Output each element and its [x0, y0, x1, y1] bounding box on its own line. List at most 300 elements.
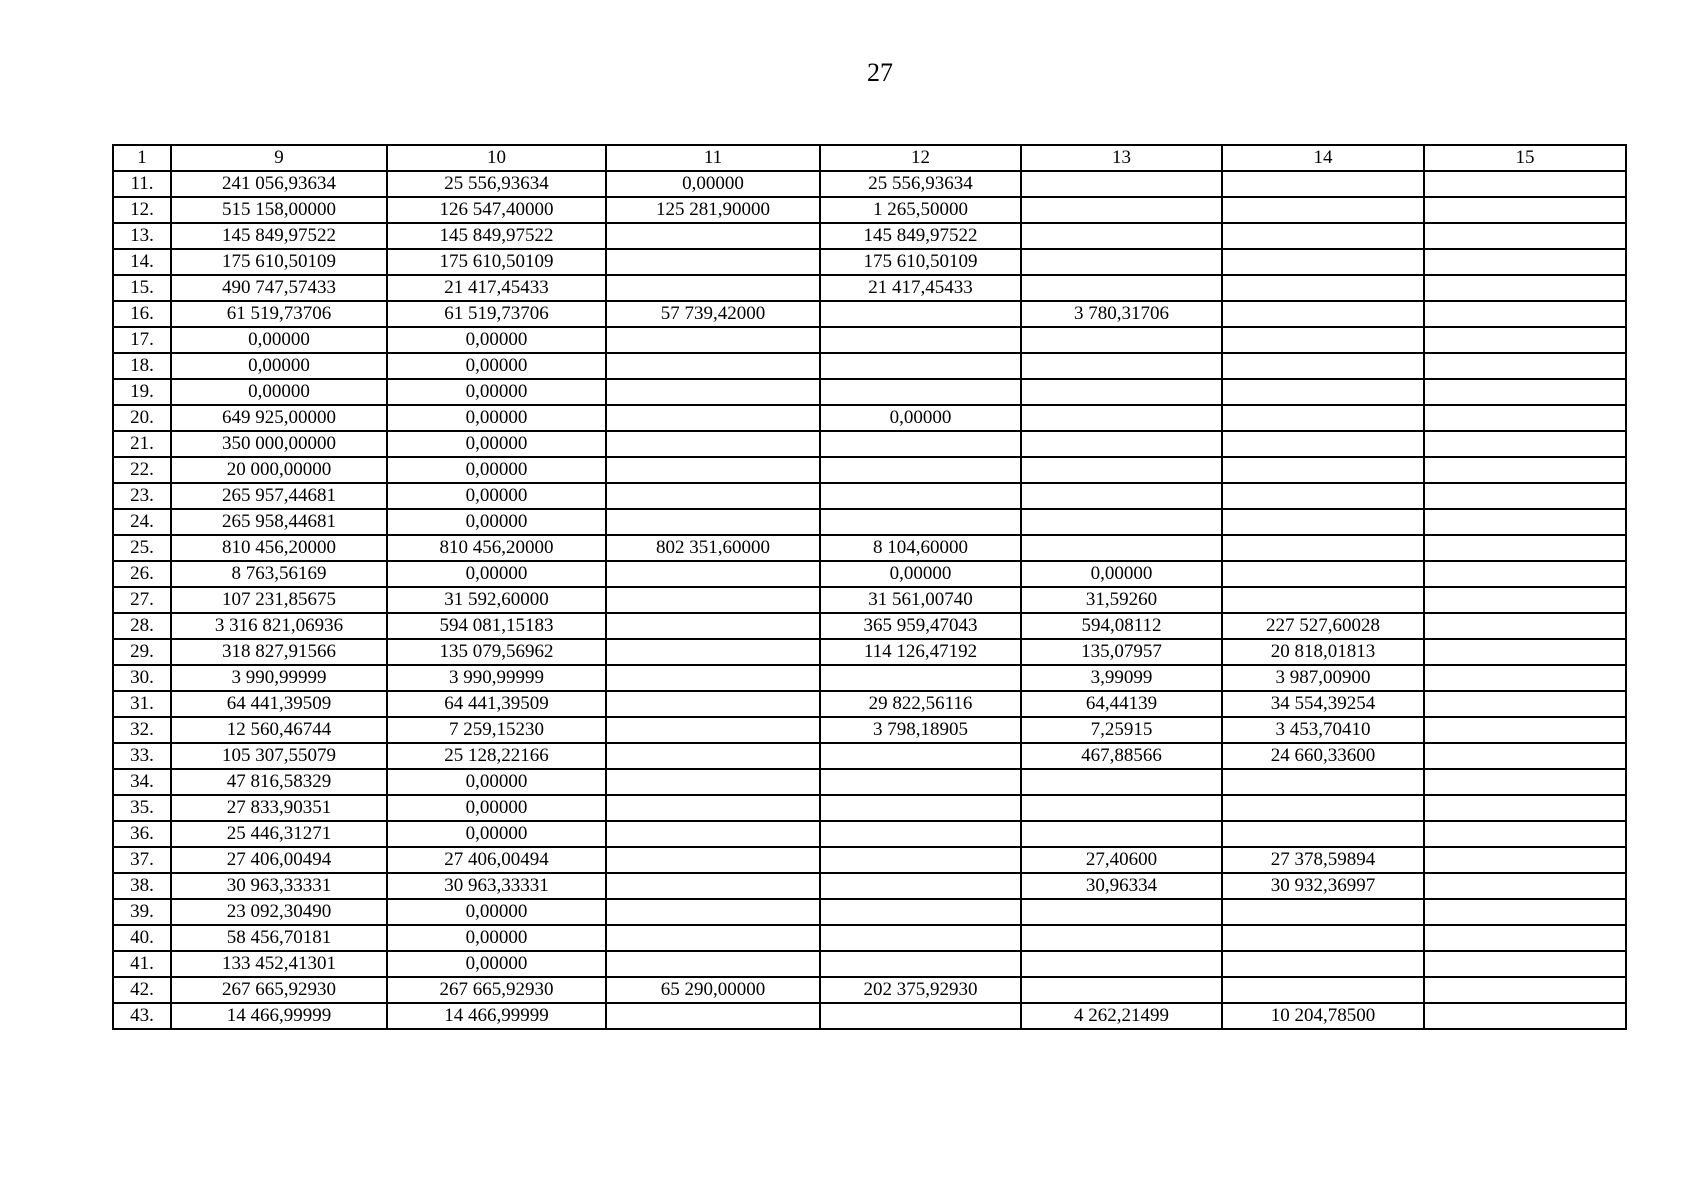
- table-cell: [1424, 327, 1626, 353]
- table-cell: 10 204,78500: [1222, 1003, 1424, 1029]
- column-header: 14: [1222, 145, 1424, 171]
- table-cell: 0,00000: [387, 795, 606, 821]
- table-cell: 58 456,70181: [171, 925, 387, 951]
- row-number-cell: 17.: [113, 327, 171, 353]
- table-cell: [1222, 925, 1424, 951]
- table-cell: [1222, 899, 1424, 925]
- table-cell: 175 610,50109: [171, 249, 387, 275]
- table-cell: 7,25915: [1021, 717, 1222, 743]
- table-cell: [1424, 275, 1626, 301]
- table-cell: 25 128,22166: [387, 743, 606, 769]
- page-number: 27: [867, 58, 893, 87]
- table-cell: [1222, 457, 1424, 483]
- table-cell: 14 466,99999: [171, 1003, 387, 1029]
- table-cell: 0,00000: [606, 171, 820, 197]
- table-cell: [820, 821, 1021, 847]
- column-header: 15: [1424, 145, 1626, 171]
- table-row: [113, 1003, 1626, 1029]
- row-number-cell: 32.: [113, 717, 171, 743]
- table-cell: 202 375,92930: [820, 977, 1021, 1003]
- table-cell: [820, 873, 1021, 899]
- table-cell: [820, 769, 1021, 795]
- table-cell: [606, 613, 820, 639]
- table-cell: [1424, 1003, 1626, 1029]
- table-cell: [1424, 379, 1626, 405]
- table-cell: 0,00000: [171, 353, 387, 379]
- table-cell: [1222, 353, 1424, 379]
- table-cell: [1222, 171, 1424, 197]
- table-cell: [820, 951, 1021, 977]
- table-cell: [1424, 171, 1626, 197]
- table-cell: [820, 665, 1021, 691]
- table-cell: 20 818,01813: [1222, 639, 1424, 665]
- table-row: [113, 457, 1626, 483]
- table-row: [113, 535, 1626, 561]
- table-cell: [1021, 171, 1222, 197]
- table-cell: [1222, 431, 1424, 457]
- table-cell: 365 959,47043: [820, 613, 1021, 639]
- table-cell: [820, 795, 1021, 821]
- table-cell: 3 990,99999: [387, 665, 606, 691]
- table-cell: 0,00000: [387, 925, 606, 951]
- table-cell: [606, 457, 820, 483]
- table-cell: 0,00000: [1021, 561, 1222, 587]
- table-cell: 594,08112: [1021, 613, 1222, 639]
- table-cell: [1222, 223, 1424, 249]
- table-cell: 267 665,92930: [171, 977, 387, 1003]
- data-table: [112, 144, 1627, 1030]
- table-cell: 810 456,20000: [387, 535, 606, 561]
- table-cell: 241 056,93634: [171, 171, 387, 197]
- table-cell: [1021, 951, 1222, 977]
- table-cell: [606, 275, 820, 301]
- table-row: [113, 977, 1626, 1003]
- table-cell: 0,00000: [387, 899, 606, 925]
- table-cell: [1021, 821, 1222, 847]
- column-header: 1: [113, 145, 171, 171]
- row-number-cell: 39.: [113, 899, 171, 925]
- table-cell: [1424, 483, 1626, 509]
- column-header: 9: [171, 145, 387, 171]
- table-row: [113, 743, 1626, 769]
- table-cell: 30,96334: [1021, 873, 1222, 899]
- table-cell: [1021, 795, 1222, 821]
- table-cell: [1021, 249, 1222, 275]
- table-cell: [1222, 509, 1424, 535]
- row-number-cell: 30.: [113, 665, 171, 691]
- table-cell: [1222, 535, 1424, 561]
- table-cell: 0,00000: [171, 379, 387, 405]
- table-cell: 0,00000: [387, 379, 606, 405]
- table-cell: [606, 431, 820, 457]
- table-cell: [1424, 951, 1626, 977]
- table-cell: [606, 795, 820, 821]
- table-cell: [1021, 431, 1222, 457]
- table-cell: [606, 483, 820, 509]
- table-cell: 61 519,73706: [171, 301, 387, 327]
- table-cell: [1021, 379, 1222, 405]
- table-cell: 0,00000: [387, 431, 606, 457]
- table-cell: [606, 665, 820, 691]
- table-cell: [1222, 379, 1424, 405]
- table-cell: 31 592,60000: [387, 587, 606, 613]
- table-cell: [1424, 847, 1626, 873]
- table-cell: [1222, 795, 1424, 821]
- table-cell: [1424, 977, 1626, 1003]
- table-cell: 265 957,44681: [171, 483, 387, 509]
- table-cell: 594 081,15183: [387, 613, 606, 639]
- table-cell: [1222, 561, 1424, 587]
- table-cell: [1021, 535, 1222, 561]
- table-row: [113, 197, 1626, 223]
- table-cell: 267 665,92930: [387, 977, 606, 1003]
- table-cell: 135 079,56962: [387, 639, 606, 665]
- table-cell: [606, 223, 820, 249]
- table-cell: 21 417,45433: [820, 275, 1021, 301]
- table-cell: [606, 847, 820, 873]
- table-cell: [1424, 405, 1626, 431]
- row-number-cell: 28.: [113, 613, 171, 639]
- row-number-cell: 35.: [113, 795, 171, 821]
- table-cell: [820, 457, 1021, 483]
- table-cell: [1424, 717, 1626, 743]
- table-cell: [1424, 353, 1626, 379]
- table-cell: 57 739,42000: [606, 301, 820, 327]
- table-row: [113, 691, 1626, 717]
- table-cell: [1424, 509, 1626, 535]
- table-row: [113, 795, 1626, 821]
- table-cell: [1424, 743, 1626, 769]
- table-cell: 3 316 821,06936: [171, 613, 387, 639]
- table-cell: 30 963,33331: [387, 873, 606, 899]
- table-cell: [1222, 301, 1424, 327]
- table-cell: 126 547,40000: [387, 197, 606, 223]
- table-cell: 318 827,91566: [171, 639, 387, 665]
- row-number-cell: 33.: [113, 743, 171, 769]
- table-row: [113, 301, 1626, 327]
- table-cell: 0,00000: [387, 483, 606, 509]
- row-number-cell: 13.: [113, 223, 171, 249]
- table-cell: [1424, 613, 1626, 639]
- table-cell: 515 158,00000: [171, 197, 387, 223]
- table-row: [113, 327, 1626, 353]
- table-cell: [1021, 483, 1222, 509]
- table-cell: [1222, 197, 1424, 223]
- row-number-cell: 24.: [113, 509, 171, 535]
- table-cell: [1424, 899, 1626, 925]
- row-number-cell: 29.: [113, 639, 171, 665]
- table-cell: [606, 769, 820, 795]
- row-number-cell: 37.: [113, 847, 171, 873]
- table-cell: 114 126,47192: [820, 639, 1021, 665]
- table-row: [113, 405, 1626, 431]
- table-cell: [606, 691, 820, 717]
- table-cell: 24 660,33600: [1222, 743, 1424, 769]
- table-cell: [1021, 977, 1222, 1003]
- table-cell: [820, 483, 1021, 509]
- table-row: [113, 899, 1626, 925]
- row-number-cell: 43.: [113, 1003, 171, 1029]
- table-cell: [1222, 769, 1424, 795]
- row-number-cell: 26.: [113, 561, 171, 587]
- table-cell: [1222, 405, 1424, 431]
- table-cell: [1021, 353, 1222, 379]
- table-header-row: [113, 145, 1626, 171]
- row-number-cell: 19.: [113, 379, 171, 405]
- table-cell: [1021, 769, 1222, 795]
- table-row: [113, 925, 1626, 951]
- row-number-cell: 34.: [113, 769, 171, 795]
- table-cell: 64 441,39509: [387, 691, 606, 717]
- table-cell: [606, 1003, 820, 1029]
- table-cell: [1424, 795, 1626, 821]
- row-number-cell: 14.: [113, 249, 171, 275]
- table-cell: 25 556,93634: [387, 171, 606, 197]
- table-cell: [1424, 197, 1626, 223]
- column-header: 10: [387, 145, 606, 171]
- table-row: [113, 171, 1626, 197]
- table-cell: [606, 925, 820, 951]
- table-cell: [1222, 821, 1424, 847]
- table-cell: 0,00000: [820, 405, 1021, 431]
- table-cell: [820, 379, 1021, 405]
- row-number-cell: 22.: [113, 457, 171, 483]
- table-cell: [1424, 249, 1626, 275]
- table-cell: [820, 509, 1021, 535]
- row-number-cell: 21.: [113, 431, 171, 457]
- table-cell: [820, 899, 1021, 925]
- table-cell: [606, 639, 820, 665]
- table-cell: [606, 249, 820, 275]
- table-cell: 8 763,56169: [171, 561, 387, 587]
- table-cell: 3,99099: [1021, 665, 1222, 691]
- row-number-cell: 40.: [113, 925, 171, 951]
- row-number-cell: 15.: [113, 275, 171, 301]
- row-number-cell: 20.: [113, 405, 171, 431]
- row-number-cell: 25.: [113, 535, 171, 561]
- table-row: [113, 561, 1626, 587]
- table-cell: [820, 431, 1021, 457]
- table-row: [113, 223, 1626, 249]
- table-cell: 467,88566: [1021, 743, 1222, 769]
- table-cell: 30 963,33331: [171, 873, 387, 899]
- table-cell: [820, 327, 1021, 353]
- table-cell: [1021, 899, 1222, 925]
- table-cell: [1424, 301, 1626, 327]
- row-number-cell: 16.: [113, 301, 171, 327]
- table-row: [113, 821, 1626, 847]
- table-cell: 0,00000: [387, 509, 606, 535]
- table-cell: 0,00000: [387, 353, 606, 379]
- table-cell: [1222, 327, 1424, 353]
- table-cell: [606, 743, 820, 769]
- table-row: [113, 587, 1626, 613]
- table-cell: 61 519,73706: [387, 301, 606, 327]
- table-cell: 135,07957: [1021, 639, 1222, 665]
- table-cell: 490 747,57433: [171, 275, 387, 301]
- table-cell: [1021, 925, 1222, 951]
- column-header: 11: [606, 145, 820, 171]
- table-cell: [1424, 561, 1626, 587]
- table-cell: [1222, 951, 1424, 977]
- table-cell: [1424, 639, 1626, 665]
- table-cell: [1424, 431, 1626, 457]
- table-cell: 7 259,15230: [387, 717, 606, 743]
- table-cell: [820, 353, 1021, 379]
- table-cell: [606, 587, 820, 613]
- row-number-cell: 42.: [113, 977, 171, 1003]
- table-cell: 27 378,59894: [1222, 847, 1424, 873]
- column-header: 13: [1021, 145, 1222, 171]
- table-cell: [606, 873, 820, 899]
- table-cell: 125 281,90000: [606, 197, 820, 223]
- table-cell: 64 441,39509: [171, 691, 387, 717]
- row-number-cell: 41.: [113, 951, 171, 977]
- table-cell: 25 446,31271: [171, 821, 387, 847]
- table-cell: [1424, 821, 1626, 847]
- table-cell: [606, 821, 820, 847]
- table-cell: [1222, 587, 1424, 613]
- row-number-cell: 38.: [113, 873, 171, 899]
- table-row: [113, 379, 1626, 405]
- table-cell: [1021, 509, 1222, 535]
- table-cell: 47 816,58329: [171, 769, 387, 795]
- table-cell: 8 104,60000: [820, 535, 1021, 561]
- table-cell: 810 456,20000: [171, 535, 387, 561]
- row-number-cell: 23.: [113, 483, 171, 509]
- table-cell: 133 452,41301: [171, 951, 387, 977]
- table-cell: [1222, 977, 1424, 1003]
- table-row: [113, 249, 1626, 275]
- table-cell: 0,00000: [387, 457, 606, 483]
- table-cell: 30 932,36997: [1222, 873, 1424, 899]
- table-row: [113, 431, 1626, 457]
- table-cell: 0,00000: [387, 951, 606, 977]
- table-cell: 802 351,60000: [606, 535, 820, 561]
- table-row: [113, 873, 1626, 899]
- table-row: [113, 847, 1626, 873]
- table-cell: 64,44139: [1021, 691, 1222, 717]
- table-cell: [606, 379, 820, 405]
- table-cell: [1424, 769, 1626, 795]
- table-cell: 0,00000: [820, 561, 1021, 587]
- table-cell: [1021, 457, 1222, 483]
- table-row: [113, 665, 1626, 691]
- table-cell: 3 987,00900: [1222, 665, 1424, 691]
- table-cell: [820, 925, 1021, 951]
- table-cell: 0,00000: [171, 327, 387, 353]
- table-row: [113, 951, 1626, 977]
- table-cell: [1222, 483, 1424, 509]
- table-cell: 175 610,50109: [387, 249, 606, 275]
- table-cell: [1424, 587, 1626, 613]
- table-cell: 27 833,90351: [171, 795, 387, 821]
- table-row: [113, 717, 1626, 743]
- table-cell: 25 556,93634: [820, 171, 1021, 197]
- table-cell: 0,00000: [387, 405, 606, 431]
- table-cell: [1021, 223, 1222, 249]
- table-row: [113, 353, 1626, 379]
- table-cell: [820, 847, 1021, 873]
- table-cell: [1424, 925, 1626, 951]
- table-cell: [606, 899, 820, 925]
- table-cell: 34 554,39254: [1222, 691, 1424, 717]
- table-cell: 31 561,00740: [820, 587, 1021, 613]
- table-cell: [606, 327, 820, 353]
- row-number-cell: 11.: [113, 171, 171, 197]
- table-cell: [1424, 691, 1626, 717]
- table-cell: [1424, 873, 1626, 899]
- table-cell: 350 000,00000: [171, 431, 387, 457]
- table-cell: 4 262,21499: [1021, 1003, 1222, 1029]
- table-cell: 21 417,45433: [387, 275, 606, 301]
- table-cell: [606, 353, 820, 379]
- table-cell: 649 925,00000: [171, 405, 387, 431]
- row-number-cell: 12.: [113, 197, 171, 223]
- table-cell: 20 000,00000: [171, 457, 387, 483]
- table-row: [113, 769, 1626, 795]
- table-cell: [820, 743, 1021, 769]
- table-cell: [606, 405, 820, 431]
- table-cell: 265 958,44681: [171, 509, 387, 535]
- table-cell: 105 307,55079: [171, 743, 387, 769]
- table-cell: [820, 301, 1021, 327]
- table-cell: 3 798,18905: [820, 717, 1021, 743]
- table-cell: [820, 1003, 1021, 1029]
- table-cell: [606, 717, 820, 743]
- table-cell: [1424, 223, 1626, 249]
- table-cell: 27 406,00494: [171, 847, 387, 873]
- table-cell: [1021, 327, 1222, 353]
- table-cell: 0,00000: [387, 769, 606, 795]
- table-cell: 29 822,56116: [820, 691, 1021, 717]
- table-cell: 12 560,46744: [171, 717, 387, 743]
- table-cell: [1424, 457, 1626, 483]
- table-cell: [1021, 275, 1222, 301]
- table-cell: 23 092,30490: [171, 899, 387, 925]
- table-cell: 145 849,97522: [387, 223, 606, 249]
- table-row: [113, 483, 1626, 509]
- table-cell: 145 849,97522: [820, 223, 1021, 249]
- table-row: [113, 275, 1626, 301]
- table-cell: [1021, 405, 1222, 431]
- table-cell: 3 780,31706: [1021, 301, 1222, 327]
- table-cell: [1021, 197, 1222, 223]
- table-cell: 0,00000: [387, 821, 606, 847]
- table-cell: 175 610,50109: [820, 249, 1021, 275]
- row-number-cell: 18.: [113, 353, 171, 379]
- table-cell: 3 453,70410: [1222, 717, 1424, 743]
- table-cell: 14 466,99999: [387, 1003, 606, 1029]
- table-cell: 0,00000: [387, 561, 606, 587]
- table-cell: 107 231,85675: [171, 587, 387, 613]
- table-cell: 31,59260: [1021, 587, 1222, 613]
- table-cell: 65 290,00000: [606, 977, 820, 1003]
- table-cell: [606, 509, 820, 535]
- table-cell: [1424, 665, 1626, 691]
- table-cell: [606, 561, 820, 587]
- table-cell: [1222, 275, 1424, 301]
- row-number-cell: 27.: [113, 587, 171, 613]
- table-cell: 227 527,60028: [1222, 613, 1424, 639]
- table-row: [113, 613, 1626, 639]
- table-cell: 27,40600: [1021, 847, 1222, 873]
- table-cell: 145 849,97522: [171, 223, 387, 249]
- table-cell: [1222, 249, 1424, 275]
- row-number-cell: 31.: [113, 691, 171, 717]
- table-cell: [606, 951, 820, 977]
- table-row: [113, 509, 1626, 535]
